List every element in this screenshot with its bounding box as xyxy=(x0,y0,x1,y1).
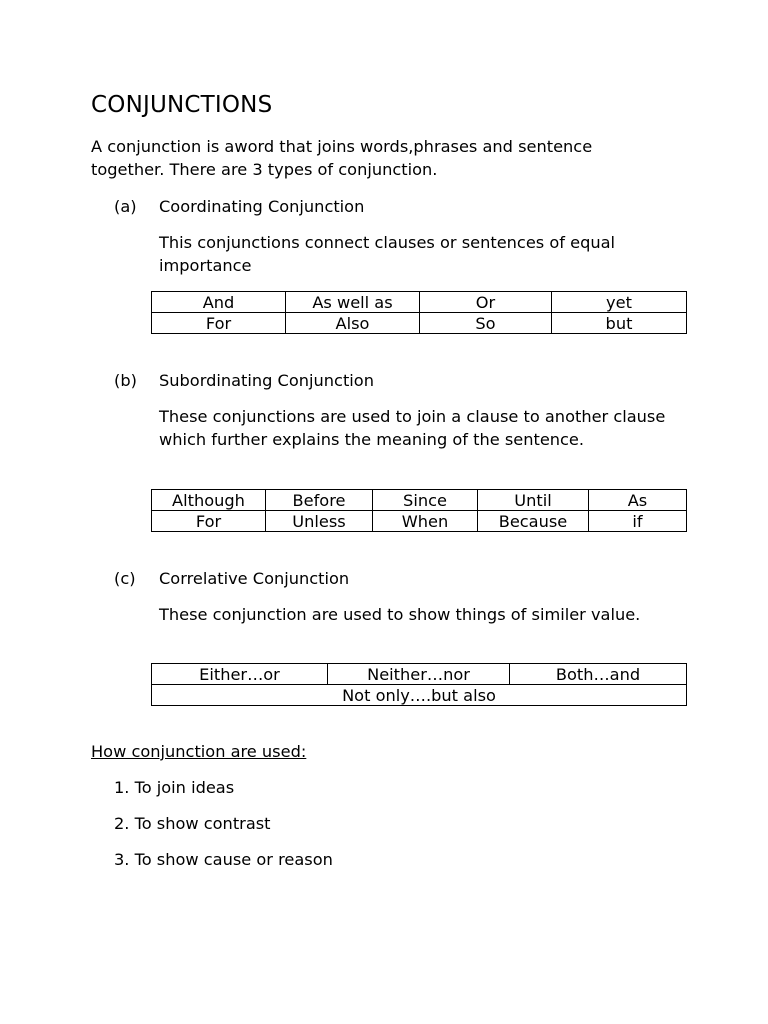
table-cell: As well as xyxy=(286,292,420,313)
section-c-description: These conjunction are used to show things of similer value. xyxy=(159,605,641,624)
section-a-description: This conjunctions connect clauses or sentences of equal importance xyxy=(159,233,616,275)
table-cell: but xyxy=(552,313,687,334)
coordinating-conjunction-table xyxy=(151,291,687,334)
table-cell: yet xyxy=(552,292,687,313)
table-row xyxy=(152,511,687,532)
table-cell: So xyxy=(420,313,552,334)
table-cell: Also xyxy=(286,313,420,334)
table-cell: if xyxy=(589,511,687,532)
section-b-label: (b) xyxy=(114,371,137,390)
section-c-heading: Correlative Conjunction xyxy=(159,569,350,588)
subordinating-conjunction-table xyxy=(151,489,687,532)
table-row xyxy=(152,313,687,334)
section-a-label: (a) xyxy=(114,197,137,216)
table-cell: Not only….but also xyxy=(152,685,687,706)
list-item: 1. To join ideas xyxy=(114,778,235,797)
intro-paragraph: A conjunction is aword that joins words,phrases and sentence together. There are 3 types of conjunction. xyxy=(91,137,593,179)
section-c-label: (c) xyxy=(114,569,136,588)
table-row xyxy=(152,490,687,511)
table-cell: For xyxy=(152,511,266,532)
table-cell: Or xyxy=(420,292,552,313)
table-cell: And xyxy=(152,292,286,313)
section-b-heading: Subordinating Conjunction xyxy=(159,371,374,390)
table-cell: Unless xyxy=(266,511,373,532)
table-cell: Although xyxy=(152,490,266,511)
table-cell: For xyxy=(152,313,286,334)
section-b-description: These conjunctions are used to join a clause to another clause which further explains the meaning of the sentence. xyxy=(159,407,666,449)
table-row xyxy=(152,685,687,706)
table-cell: Either…or xyxy=(152,664,328,685)
table-cell: Because xyxy=(478,511,589,532)
section-a-heading: Coordinating Conjunction xyxy=(159,197,365,216)
page-title: CONJUNCTIONS xyxy=(91,92,273,118)
table-cell: Since xyxy=(373,490,478,511)
list-item: 3. To show cause or reason xyxy=(114,850,333,869)
table-cell: Before xyxy=(266,490,373,511)
table-cell: As xyxy=(589,490,687,511)
list-item: 2. To show contrast xyxy=(114,814,271,833)
table-cell: Until xyxy=(478,490,589,511)
table-cell: Neither…nor xyxy=(328,664,510,685)
uses-heading: How conjunction are used: xyxy=(91,742,307,761)
table-row xyxy=(152,664,687,685)
table-cell: Both…and xyxy=(510,664,687,685)
table-row xyxy=(152,292,687,313)
table-cell: When xyxy=(373,511,478,532)
correlative-conjunction-table xyxy=(151,663,687,706)
